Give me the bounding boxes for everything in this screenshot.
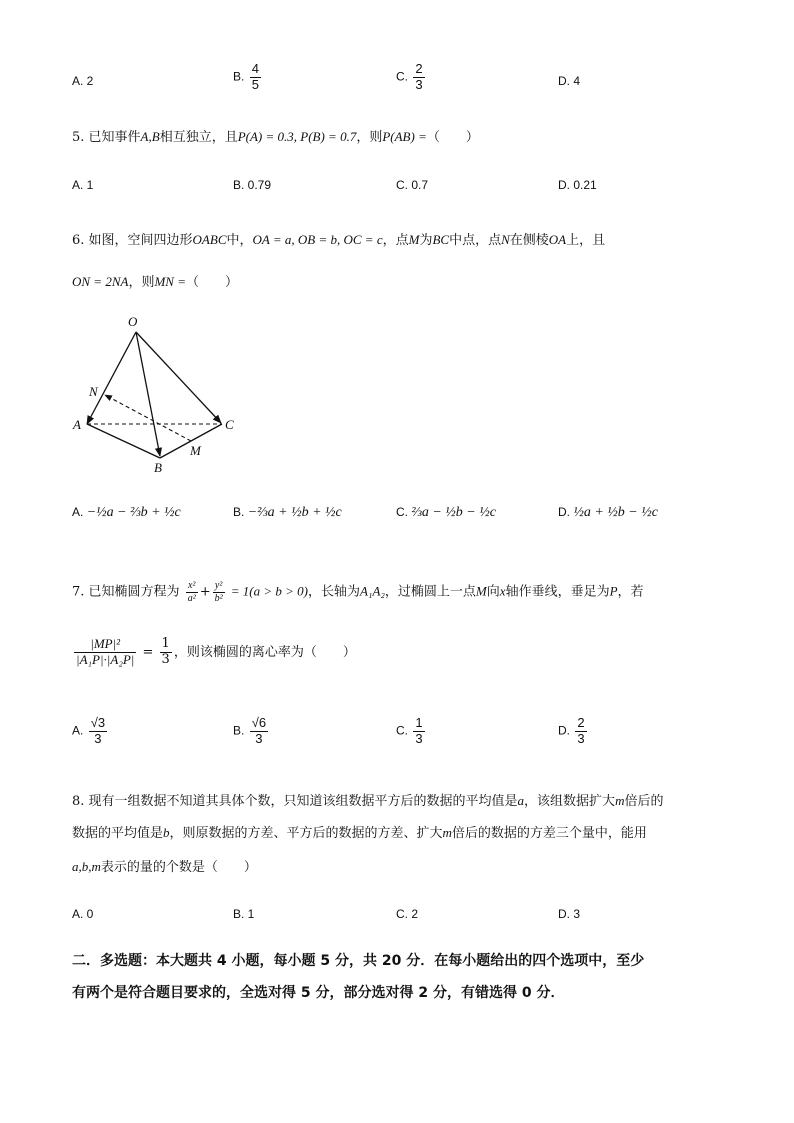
q4-option-b-label: B. [233,69,245,84]
q6-tetrahedron-figure [70,310,250,480]
q5-option-d: D. 0.21 [558,178,597,192]
q7-x-frac: $\frac{\text{x²}}{\text{a²}}$ [187,580,196,604]
vector-mn [105,395,191,441]
q4-option-d: D. 4 [558,74,581,88]
q8-stem-line2: 数据的平均值是b，则原数据的方差、平方后的数据的方差、扩大m倍后的数据的方差三个量中，能用 [72,825,647,841]
q4-option-b-frac: $\frac{4}{5}$ [251,61,259,92]
q5-option-c: C. 0.7 [396,178,429,192]
q7-ratio-value: $\frac{1}{3}$ [161,636,170,667]
edge-oa [87,332,136,424]
label-m: M [190,443,201,458]
q7-ratio-frac: $\frac{\text{|MP|²}}{\text{|A₁P|·|A₂P|}}$ [76,636,135,667]
q6-option-d: D. ½a + ½b − ½c [558,505,658,520]
q6-stem-line1: 6. 如图，空间四边形OABC中，OA = a, OB = b, OC = c，点M为BC中点，点N在侧棱OA上，且 [72,232,606,248]
section2-line2: 有两个是符合题目要求的，全选对得 5 分，部分选对得 2 分，有错选得 0 分． [72,985,565,1001]
q5-stem: 5. 已知事件A,B相互独立，且P(A) = 0.3, P(B) = 0.7，则P(AB) =（ ） [72,129,479,145]
edge-ob [136,332,160,456]
q7-stem-line2: $\frac{\text{|MP|²}}{\text{|A₁P|·|A₂P|}}$ = $\frac{1}{3}$ ，则该椭圆的离心率为（ ） [76,636,356,667]
q7-option-a: A. $\frac{√3}{3}$ [72,715,106,746]
q8-stem-line1: 8. 现有一组数据不知道其具体个数，只知道该组数据平方后的数据的平均值是a，该组数据扩大m倍后的 [72,793,664,809]
label-a: A [73,417,81,432]
section2-line1: 二．多选题：本大题共 4 小题，每小题 5 分，共 20 分．在每小题给出的四个选项中，至少 [72,953,645,969]
q4-option-c-label: C. [396,69,408,84]
q6-option-b: B. −⅔a + ½b + ½c [233,505,342,520]
q8-option-d: D. 3 [558,907,581,921]
edge-oc [136,332,221,423]
q5-option-b: B. 0.79 [233,178,272,192]
q6-option-a: A. −½a − ⅔b + ½c [72,505,181,520]
q8-option-a: A. 0 [72,907,94,921]
label-n: N [89,384,98,399]
q7-option-d: D. $\frac{2}{3}$ [558,715,585,746]
q7-y-frac: $\frac{\text{y²}}{\text{b²}}$ [214,580,223,604]
q4-option-c-frac: $\frac{2}{3}$ [415,61,423,92]
q6-stem-line2: ON = 2NA，则MN =（ ） [72,274,239,290]
label-o: O [128,314,138,329]
q4-option-a: A. 2 [72,74,94,88]
q8-option-b: B. 1 [233,907,255,921]
q5-option-a: A. 1 [72,178,94,192]
q7-stem-line1: 7. 已知椭圆方程为 $\frac{\text{x²}}{\text{a²}}$ + $\frac{\text{y²}}{\text{b²}}$ = 1(a > b > 0)，长轴为A₁A₂，过椭圆上一点M向x轴作垂线，垂足为P，若 [72,580,644,604]
q4-option-c [396,62,427,93]
edge-ab [87,424,160,458]
q8-stem-line3: a,b,m表示的量的个数是（ ） [72,859,257,875]
label-b: B [154,460,162,475]
q4-option-b [233,62,263,93]
label-c: C [225,417,234,432]
q7-option-c: C. $\frac{1}{3}$ [396,715,423,746]
q6-option-c: C. ⅔a − ½b − ½c [396,505,496,520]
q7-option-b: B. $\frac{√6}{3}$ [233,715,267,746]
q8-option-c: C. 2 [396,907,419,921]
